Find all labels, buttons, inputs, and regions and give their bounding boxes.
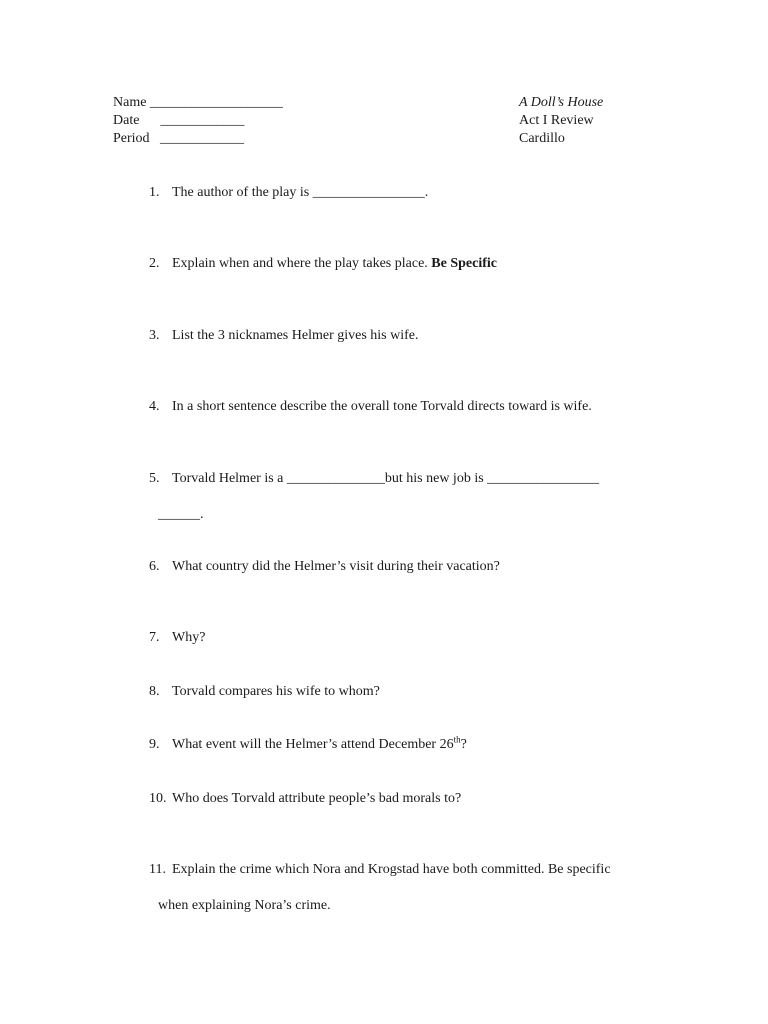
question-number: 5. [149, 471, 160, 486]
question-6 [135, 540, 635, 594]
question-10 [135, 772, 635, 826]
question-number: 11. [149, 862, 166, 877]
question-2 [135, 237, 635, 291]
question-11 [135, 843, 635, 951]
review-subtitle: Act I Review [519, 113, 594, 128]
date-line: Date ____________ [113, 113, 245, 128]
question-1 [135, 166, 635, 220]
question-text: Who does Torvald attribute people’s bad morals to? [172, 791, 462, 806]
question-number: 4. [149, 399, 160, 414]
question-text: What event will the Helmer’s attend December 26 [172, 737, 454, 752]
question-3 [135, 309, 635, 363]
question-number: 10. [149, 791, 167, 806]
question-emphasis: Be Specific [431, 256, 498, 271]
question-number: 3. [149, 328, 160, 343]
question-text: Why? [172, 630, 206, 645]
play-title: A Doll’s House [519, 95, 604, 110]
question-text: Explain the crime which Nora and Krogstad have both committed. Be specific [172, 862, 611, 877]
question-text: List the 3 nicknames Helmer gives his wife. [172, 328, 419, 343]
name-line: Name ___________________ [113, 95, 283, 110]
question-number: 1. [149, 185, 160, 200]
student-info-block [113, 94, 283, 148]
question-number: 9. [149, 737, 160, 752]
question-number: 2. [149, 256, 160, 271]
question-text: What country did the Helmer’s visit during their vacation? [172, 559, 500, 574]
ordinal-suffix: th [453, 734, 461, 745]
question-7 [135, 611, 635, 665]
question-end-mark: ? [460, 737, 467, 752]
teacher-name: Cardillo [519, 131, 565, 146]
question-8 [135, 665, 635, 719]
question-9 [135, 718, 635, 772]
question-number: 7. [149, 630, 160, 645]
question-text: Torvald Helmer is a ______________but his new job is ________________ [172, 471, 600, 486]
question-continuation: when explaining Nora’s crime. [158, 898, 331, 913]
question-text: In a short sentence describe the overall tone Torvald directs toward is wife. [172, 399, 592, 414]
question-text: The author of the play is ________________. [172, 185, 429, 200]
assignment-info-block [519, 94, 603, 148]
question-number: 8. [149, 684, 160, 699]
question-number: 6. [149, 559, 160, 574]
question-text: Explain when and where the play takes place. [172, 256, 432, 271]
question-continuation: ______. [158, 507, 204, 522]
question-4 [135, 380, 635, 434]
question-text: Torvald compares his wife to whom? [172, 684, 380, 699]
period-line: Period ____________ [113, 131, 245, 146]
